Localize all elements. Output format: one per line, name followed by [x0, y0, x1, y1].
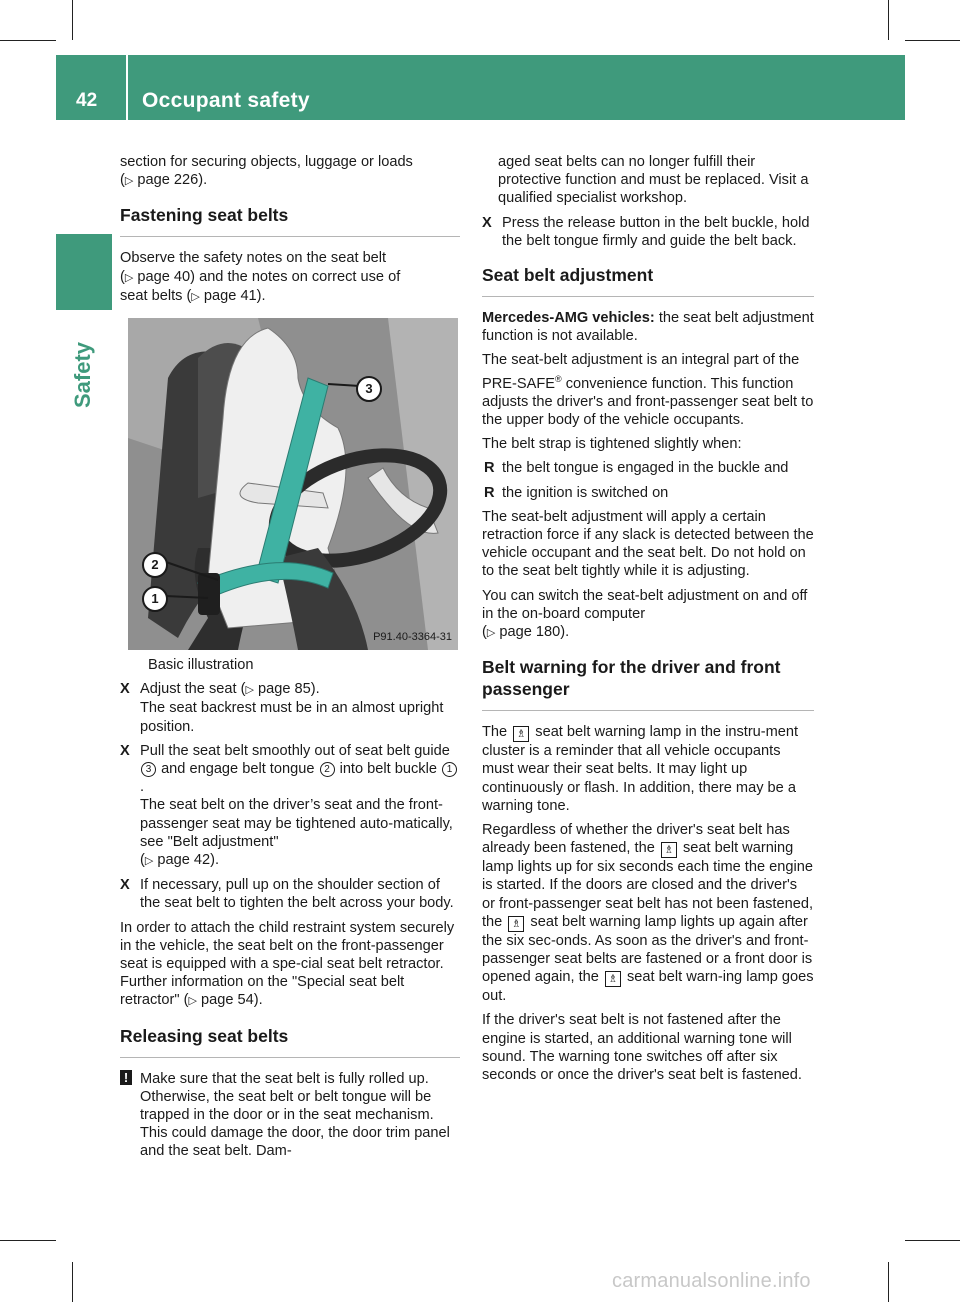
crop-mark	[72, 1262, 73, 1302]
instruction-step: X Pull the seat belt smoothly out of seat belt guide 3 and engage belt tongue 2 into belt buckle 1. The seat belt on the driver’s seat and the front-passenger seat may be tightened auto-matically, see "Belt adjustment" (▷ page 42).	[120, 742, 460, 870]
paragraph: The seat-belt adjustment is an integral part of the PRE-SAFE® convenience function. This function adjusts the driver's and front-passenger seat belt to the upper body of the vehicle occupants.	[482, 352, 814, 428]
callout-1: 1	[142, 586, 168, 612]
page-ref-icon: ▷	[486, 626, 496, 639]
crop-mark	[0, 1240, 56, 1241]
step-marker-icon: X	[120, 681, 130, 698]
crop-mark	[0, 40, 56, 41]
page-ref-icon: ▷	[124, 271, 134, 284]
list-item: R the ignition is switched on	[484, 484, 669, 501]
paragraph: The seat-belt adjustment will apply a certain retraction force if any slack is detected between the vehicle occupant and the seat belt. Do not hold on to the seat belt tightly while it is adjusting.	[482, 508, 814, 580]
seat-belt-lamp-icon: ♗	[513, 726, 529, 742]
paragraph: section for securing objects, luggage or loads (▷ page 226).	[120, 154, 413, 189]
instruction-step: X Adjust the seat (▷ page 85). The seat backrest must be in an almost upright position.	[120, 681, 444, 735]
paragraph: You can switch the seat-belt adjustment on and off in the on-board computer (▷ page 180).	[482, 587, 808, 640]
right-column	[482, 153, 814, 1090]
page-ref-icon: ▷	[124, 175, 134, 188]
seat-belt-drawing	[128, 318, 458, 650]
warning-icon: !	[120, 1070, 132, 1085]
side-tab-label: Safety	[70, 341, 95, 408]
paragraph: If the driver's seat belt is not fastened after the engine is started, an additional warning tone will sound. The warning tone switches off after six seconds or once the driver's seat belt is fastened.	[482, 1012, 802, 1083]
paragraph: Regardless of whether the driver's seat belt has already been fastened, the ♗ seat belt warning lamp lights up for six seconds each time the engine is started. If the doors are closed and the driver's or front-passenger seat belt has not been fastened, the ♗ seat belt warning lamp lights up again after the six sec-onds. As soon as the driver's and front-passenger seat belts are fastened or a front door is opened again, the ♗ seat belt warn-ing lamp goes out.	[482, 821, 814, 1005]
page-ref-icon: ▷	[245, 684, 254, 697]
list-item: R the belt tongue is engaged in the buckle and	[484, 460, 789, 477]
instruction-step: X If necessary, pull up on the shoulder section of the seat belt to tighten the belt across your body.	[120, 877, 454, 912]
seat-belt-lamp-icon: ♗	[508, 916, 524, 932]
callout-2: 2	[142, 552, 168, 578]
callout-2-icon: 2	[320, 762, 335, 777]
paragraph: aged seat belts can no longer fulfill their protective function and must be replaced. Visit a qualified specialist workshop.	[498, 154, 809, 207]
watermark: carmanualsonline.info	[612, 1270, 811, 1292]
page-ref-icon: ▷	[144, 855, 154, 868]
page-ref-icon: ▷	[188, 995, 197, 1008]
seat-belt-lamp-icon: ♗	[661, 842, 677, 858]
left-column	[120, 153, 460, 1161]
callout-1-icon: 1	[442, 762, 457, 777]
step-marker-icon: X	[120, 877, 130, 894]
bullet-icon: R	[484, 484, 495, 501]
figure-caption: Basic illustration	[148, 657, 254, 674]
side-tab	[56, 234, 112, 310]
crop-mark	[905, 40, 960, 41]
crop-mark	[72, 0, 73, 40]
figure-code: P91.40-3364-31	[373, 630, 452, 643]
instruction-step: X Press the release button in the belt buckle, hold the belt tongue firmly and guide the belt back.	[482, 214, 810, 249]
step-marker-icon: X	[120, 742, 130, 759]
page-number: 42	[76, 90, 98, 111]
header-divider	[126, 55, 128, 120]
heading-belt-warning: Belt warning for the driver and front passenger	[482, 656, 814, 711]
crop-mark	[888, 0, 889, 40]
seat-belt-lamp-icon: ♗	[605, 971, 621, 987]
callout-3-icon: 3	[141, 762, 156, 777]
crop-mark	[905, 1240, 960, 1241]
heading-adjustment: Seat belt adjustment	[482, 264, 814, 297]
paragraph: The ♗ seat belt warning lamp in the instru-ment cluster is a reminder that all vehicle occupants must wear their seat belts. It may light up continuously or flash. In addition, there may be a warning tone.	[482, 724, 799, 814]
warning-note: ! Make sure that the seat belt is fully rolled up. Otherwise, the seat belt or belt tongue will be trapped in the door or in the seat mechanism. This could damage the door, the door trim panel and the seat belt. Dam-	[120, 1070, 460, 1161]
paragraph: Observe the safety notes on the seat belt (▷ page 40) and the notes on correct use of seat belts (▷ page 41).	[120, 250, 401, 304]
seat-belt-illustration	[128, 318, 458, 650]
paragraph: The belt strap is tightened slightly when:	[482, 436, 742, 453]
step-marker-icon: X	[482, 214, 492, 231]
page-ref-icon: ▷	[191, 290, 200, 303]
heading-releasing: Releasing seat belts	[120, 1025, 460, 1058]
paragraph: Mercedes-AMG vehicles: the seat belt adjustment function is not available.	[482, 310, 814, 345]
crop-mark	[888, 1262, 889, 1302]
callout-3: 3	[356, 376, 382, 402]
bullet-icon: R	[484, 460, 495, 477]
section-title: Occupant safety	[142, 89, 310, 112]
heading-fastening: Fastening seat belts	[120, 204, 460, 237]
paragraph: In order to attach the child restraint system securely in the vehicle, the seat belt on the front-passenger seat is equipped with a spe-cial seat belt retractor. Further information on the "Special seat belt retractor" (▷ page 54).	[120, 919, 455, 1009]
